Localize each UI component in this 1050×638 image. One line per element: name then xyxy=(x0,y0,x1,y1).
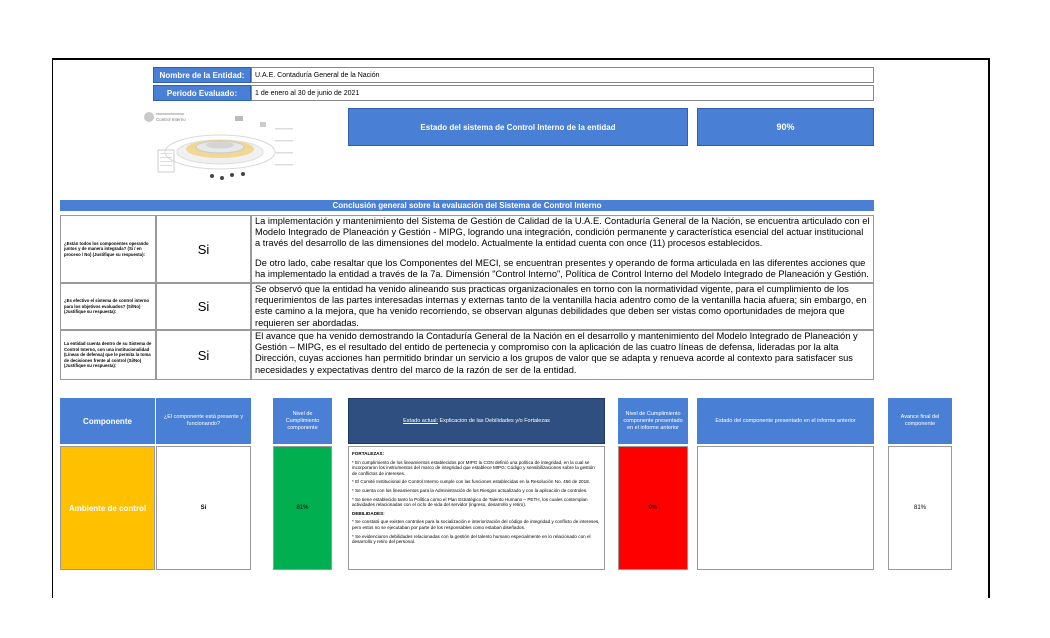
weaknesses-title: DEBILIDADES: xyxy=(352,510,385,516)
conclusion-text-3a: El avance que ha venido demostrando la Contaduría General de la Nación en el desarrollo y mantenimiento del Modelo Integrado de Planeación y Gestión – MIPG, es el resultado del entido de pertenecia y compromiso con la aplicación de las cuatro líneas de defensa, lideradas por la alta Dirección, cuyas acciones han permitido brindar un servicio a los grupos de valor que se adapta y renueva acorde al contexto para satisfacer sus necesidades y expectativas dentro del marco de la razón de ser de la entidad. xyxy=(255,331,858,375)
period-label: Periodo Evaluado: xyxy=(153,85,251,101)
period-value: 1 de enero al 30 de junio de 2021 xyxy=(251,85,874,101)
conclusion-text-2 xyxy=(251,283,874,330)
control-status-value: 90% xyxy=(697,108,874,146)
conclusion-text-1 xyxy=(251,215,874,283)
component-detail xyxy=(348,446,605,570)
component-final: 81% xyxy=(888,446,952,570)
weakness-item-2: * Se evidenciaron debilidades relacionadas con la gestión del talento humano especialmente en lo relacionado con el desarrollo y retiro del personal. xyxy=(352,533,591,545)
strength-item-3: * Se cuenta con los lineamientos para la Administración de los Riesgos actualizado y con la aplicación de controles. xyxy=(352,487,588,493)
control-status-label: Estado del sistema de Control Interno de la entidad xyxy=(348,108,688,146)
conclusion-text-3 xyxy=(251,330,874,380)
sheet-right-border xyxy=(988,58,990,598)
conclusion-question-3: La entidad cuenta dentro de su Sistema de Control Interno, con una institucionalidad (Líneas de defensa) que le permita la toma de decisiones frente al control (Si/No) (Justifique su respuesta): xyxy=(60,330,156,380)
component-level: 81% xyxy=(273,446,332,570)
conclusion-text-2a: Se observó que la entidad ha venido alineando sus practicas organizacionales en torno con la normatividad vigente, para el cumplimiento de los requerimientos de las partes interesadas internas y externas tanto de la ventanilla hacia adentro como de la ventanilla hacia afuera; sin embargo, en este camino a la mejora, que ha venido recorriendo, se observan algunas debilidades que deben ser vistas como oportunidades de mejora que requieren ser abordadas. xyxy=(255,284,867,328)
control-interno-diagram-icon xyxy=(140,108,310,186)
header-explanation-rest: Explicacion de las Debilidades y/o Fortalezas xyxy=(437,417,550,424)
conclusion-text-1a: La implementación y mantenimiento del Sistema de Gestión de Calidad de la U.A.E. Contaduría General de la Nación, se encuentra articulado con el Modelo Integrado de Planeación y Gestión - MIPG, logrando una integración, condición permanente y característica esencial del actuar institucional a través del desarrollo de las dimensiones del modelo. Actualmente la entidad cuenta con once (11) procesos establecidos. xyxy=(255,216,870,249)
strengths-title: FORTALEZAS: xyxy=(352,451,385,456)
weakness-item-1: * Se constató que existen controles para la socialización e interiorización del código de integridad y conflicto de intereses, pero estos no se ejecutaban por parte de los responsables como estaban diseñados. xyxy=(352,519,600,530)
conclusion-text-1b: De otro lado, cabe resaltar que los Componentes del MECI, se encuentran presentes y operando de forma articulada en las diferentes acciones que ha implementado la entidad a través de la 7a. Dimensión "Control Interno", Política de Control Interno del Modelo Integrado de Planeación y Gestión. xyxy=(255,257,869,279)
header-present: ¿El componente está presente y funcionando? xyxy=(156,398,251,444)
header-level: Nivel de Cumplimiento componente xyxy=(273,398,332,444)
conclusion-answer-3: Si xyxy=(156,330,251,380)
component-present: Si xyxy=(156,446,251,570)
header-prev-state: Estado del componente presentado en el informe anterior xyxy=(697,398,874,444)
component-prev-level: 0% xyxy=(618,446,688,570)
conclusion-answer-2: Si xyxy=(156,283,251,330)
header-explanation-underlined: Estado actual: xyxy=(403,417,438,424)
sheet-top-border xyxy=(52,58,990,60)
component-name: Ambiente de control xyxy=(60,446,155,570)
sheet-left-border xyxy=(52,58,53,598)
logo-caption: Control Interno xyxy=(156,117,186,122)
header-final: Avance final del componente xyxy=(888,398,952,444)
entity-value: U.A.E. Contaduría General de la Nación xyxy=(251,67,874,83)
strength-item-4: * Se tiene establecido tanto la Política como el Plan Estratégico de Talento Humano – PETH, los cuales contemplan actividades relacionadas con el ciclo de vida del servidor (ingreso, desarrollo y retiro). xyxy=(352,496,588,508)
entity-label: Nombre de la Entidad: xyxy=(153,67,251,83)
header-explanation xyxy=(348,398,605,444)
header-component: Componente xyxy=(60,398,155,444)
conclusion-question-2: ¿Es efectivo el sistema de control interno para los objetivos evaluados? (Si/No) (Justifique su respuesta): xyxy=(60,283,156,330)
conclusion-question-1: ¿Están todos los componentes operando juntos y de manera integrada? (Si / en proceso / No) (Justifique su respuesta): xyxy=(60,215,156,283)
conclusion-answer-1: Si xyxy=(156,215,251,283)
component-prev-state xyxy=(697,446,874,570)
strength-item-1: * En cumplimiento de los lineamientos establecidos por MIPG la CGN definió una política de integridad, en la cual se incorporaron los instrumentos del marco de integridad que establece MIPG: Código y sensibilizaciones sobre la gestión de conflictos de intereses. xyxy=(352,459,595,476)
strength-item-2: * El Comité Institucional de Control Interno cumple con las funciones establecidas en la Resolución No. 456 de 2018. xyxy=(352,479,590,485)
header-prev-level: Nivel de Cumplimiento componente presentado en el informe anterior xyxy=(618,398,688,444)
conclusion-title: Conclusión general sobre la evaluación del Sistema de Control Interno xyxy=(60,200,874,211)
